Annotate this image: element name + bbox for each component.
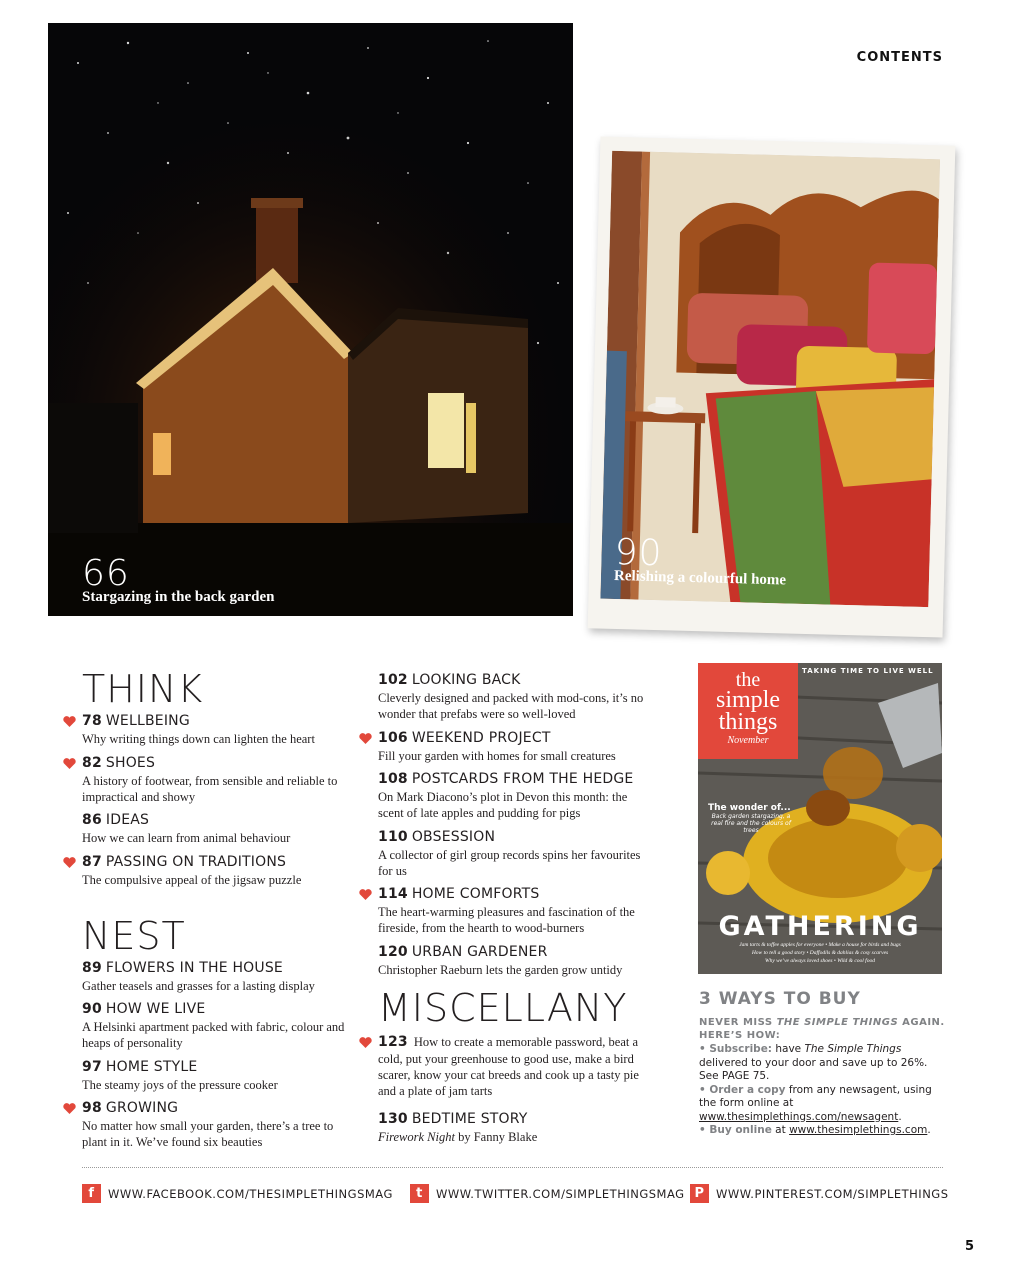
toc-description: On Mark Diacono’s plot in Devon this month: the scent of late apples and pudding for pigs [378,790,628,820]
toc-title: GROWING [105,1100,179,1116]
buy-option-label: • Order a copy [699,1083,786,1096]
toc-entry-87[interactable] [82,854,357,888]
buy-subtitle-text: NEVER MISS [699,1017,777,1028]
buy-option-label: • Subscribe: [699,1043,773,1055]
toc-page-number: 102 [378,672,408,688]
toc-entry-102[interactable] [378,672,653,722]
pinterest-icon: P [690,1184,709,1203]
toc-description: A history of footwear, from sensible and reliable to impractical and showy [82,774,338,804]
twitter-url: WWW.TWITTER.COM/SIMPLETHINGSMAG [436,1186,685,1201]
cover-wonder [708,803,794,834]
toc-page-number: 120 [378,944,408,960]
bedroom-page-number: 90 [614,531,663,575]
cover-wonder-subtitle: Back garden stargazing, a real fire and the colours of trees [711,813,791,834]
toc-description: Christopher Raeburn lets the garden grow untidy [378,963,623,977]
buy-options [699,1043,944,1138]
toc-title: LOOKING BACK [411,672,521,688]
pinterest-url: WWW.PINTEREST.COM/SIMPLETHINGS [716,1186,949,1201]
toc-page-number: 98 [82,1100,102,1116]
newsagent-link[interactable]: www.thesimplethings.com/newsagent [699,1110,899,1123]
toc-title: OBSESSION [411,829,496,845]
toc-title: POSTCARDS FROM THE HEDGE [411,771,634,787]
magazine-cover[interactable] [698,663,942,974]
heart-icon [359,1037,372,1048]
toc-page-number: 86 [82,812,102,828]
toc-page-number: 97 [82,1059,102,1075]
toc-entry-110[interactable] [378,829,653,879]
stargazing-photo[interactable] [48,23,573,616]
toc-page-number: 87 [82,854,102,870]
section-title-miscellany: MISCELLANY [378,986,628,1030]
buy-option-text: from any newsagent, using the form online at [699,1083,932,1109]
toc-description: The steamy joys of the pressure cooker [82,1078,278,1092]
toc-title: IDEAS [105,812,150,828]
cover-headline: GATHERING [718,911,922,942]
cover-tagline: TAKING TIME TO LIVE WELL [802,667,934,675]
buy-option-text: delivered to your door and save up to 26%. See PAGE 75. [699,1056,928,1082]
bedroom-photo [600,151,940,607]
twitter-icon: t [410,1184,429,1203]
cover-strap-line: Jam tarts & toffee apples for everyone • Make a house for birds and bugs [739,942,901,948]
toc-title: HOW WE LIVE [105,1001,206,1017]
buy-option-label: • Buy online [699,1124,772,1136]
toc-title: SHOES [105,755,156,771]
toc-title: HOME STYLE [105,1059,198,1075]
buy-option-online[interactable] [699,1124,944,1138]
toc-description: A Helsinki apartment packed with fabric, colour and heaps of personality [82,1020,345,1050]
pinterest-link[interactable] [690,1184,949,1203]
buy-option-italic: The Simple Things [804,1043,902,1055]
toc-title: PASSING ON TRADITIONS [105,854,287,870]
toc-title: WELLBEING [105,713,190,729]
toc-description: A collector of girl group records spins her favourites for us [378,848,641,878]
contents-label: CONTENTS [856,50,943,65]
cover-strapline [704,941,936,965]
toc-entry-90[interactable] [82,1001,357,1051]
toc-page-number: 106 [378,730,408,746]
cover-logo [698,663,798,759]
toc-page-number: 89 [82,960,102,976]
toc-entry-86[interactable] [82,812,357,846]
buy-option-subscribe[interactable] [699,1043,944,1084]
toc-description: The compulsive appeal of the jigsaw puzzle [82,873,302,887]
toc-entry-130[interactable] [378,1111,653,1145]
toc-description: How we can learn from animal behaviour [82,831,291,845]
cover-wonder-title: The wonder of... [708,803,791,813]
cover-logo-line: things [718,709,778,735]
heart-icon [359,733,372,744]
buy-subtitle-text: HERE’S HOW: [699,1030,781,1041]
toc-description: How to create a memorable password, beat a cold, put your greenhouse to good use, make a bird scarer, know your cat breeds and cook up a tasty pie and a plate of jam tarts [378,1035,639,1098]
stargazing-page-number: 66 [82,553,130,594]
toc-entry-120[interactable] [378,944,653,978]
toc-description: The heart-warming pleasures and fascination of the fireside, from the hearth to wood-burners [378,905,635,935]
toc-entry-123[interactable] [378,1034,648,1099]
toc-page-number: 130 [378,1111,408,1127]
toc-page-number: 82 [82,755,102,771]
heart-icon [63,1103,76,1114]
section-title-nest: NEST [82,914,186,958]
heart-icon [63,758,76,769]
heart-icon [359,889,372,900]
toc-entry-82[interactable] [82,755,357,805]
buy-subtitle [699,1016,945,1042]
website-link[interactable]: www.thesimplethings.com [789,1124,928,1136]
cover-logo-line: the [735,669,761,691]
buy-option-order[interactable] [699,1084,944,1125]
toc-title: WEEKEND PROJECT [411,730,551,746]
toc-entry-98[interactable] [82,1100,357,1150]
buy-option-text: . [927,1124,931,1136]
toc-entry-89[interactable] [82,960,357,994]
toc-page-number: 123 [378,1034,408,1050]
toc-title: URBAN GARDENER [411,944,548,960]
heart-icon [63,716,76,727]
page-number: 5 [964,1239,974,1254]
toc-page-number: 114 [378,886,408,902]
toc-entry-114[interactable] [378,886,653,936]
toc-title: HOME COMFORTS [411,886,540,902]
toc-description: No matter how small your garden, there’s a tree to plant in it. We’ve found six beauties [82,1119,334,1149]
toc-description: Gather teasels and grasses for a lasting display [82,979,315,993]
cover-strap-line: Why we’ve always loved shoes • Wild & cool food [765,958,875,964]
toc-page-number: 78 [82,713,102,729]
facebook-icon: f [82,1184,101,1203]
section-title-think: THINK [82,667,204,711]
cover-month: November [727,735,769,746]
toc-entry-108[interactable] [378,771,653,821]
toc-description: Why writing things down can lighten the heart [82,732,315,746]
toc-page-number: 90 [82,1001,102,1017]
toc-description-italic: Firework Night [378,1130,455,1144]
bedroom-caption: Relishing a colourful home [613,567,787,589]
toc-description: by Fanny Blake [454,1130,538,1144]
stargazing-photo-art [48,23,573,616]
twitter-link[interactable] [410,1184,685,1203]
footer-divider [82,1167,943,1168]
bedroom-photo-frame[interactable] [588,136,956,637]
cover-strap-line: How to tell a good story • Daffodils & dahlias & cosy scarves [751,950,889,956]
buy-subtitle-text: AGAIN. [898,1017,945,1028]
cover-logo-line: simple [716,687,780,713]
toc-title: BEDTIME STORY [411,1111,528,1127]
buy-title: 3 WAYS TO BUY [699,989,861,1009]
stargazing-caption: Stargazing in the back garden [82,589,275,605]
facebook-link[interactable] [82,1184,393,1203]
facebook-url: WWW.FACEBOOK.COM/THESIMPLETHINGSMAG [108,1186,393,1201]
buy-option-text: have [772,1043,805,1055]
toc-page-number: 110 [378,829,408,845]
toc-entry-78[interactable] [82,713,357,747]
buy-subtitle-italic: THE SIMPLE THINGS [776,1017,899,1028]
buy-option-text: at [771,1124,790,1136]
buy-option-text: . [898,1110,902,1123]
toc-description: Fill your garden with homes for small creatures [378,749,616,763]
toc-entry-106[interactable] [378,730,653,764]
toc-description: Cleverly designed and packed with mod-cons, it’s no wonder that prefabs were so well-loved [378,691,644,721]
toc-page-number: 108 [378,771,408,787]
heart-icon [63,857,76,868]
toc-entry-97[interactable] [82,1059,357,1093]
toc-title: FLOWERS IN THE HOUSE [105,960,283,976]
